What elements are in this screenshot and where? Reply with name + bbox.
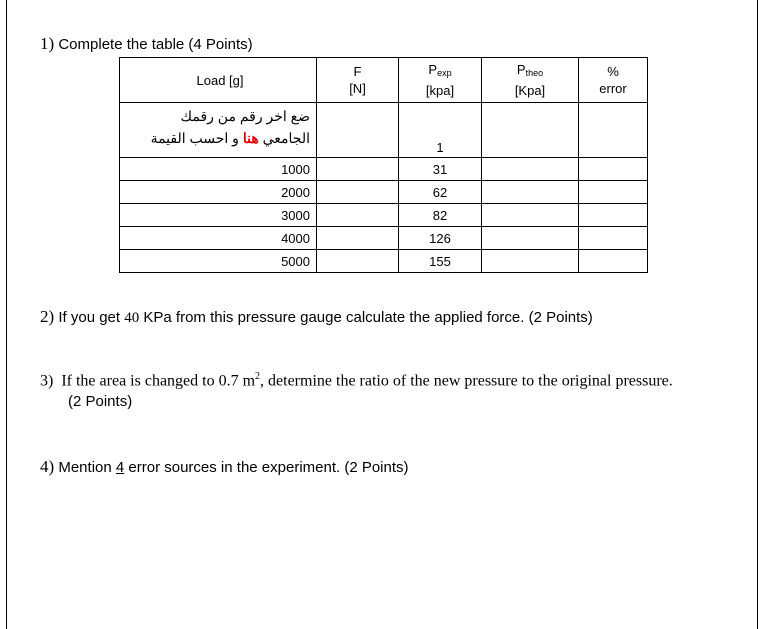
- error-cell[interactable]: [579, 204, 648, 227]
- ptheo-cell[interactable]: [482, 250, 579, 273]
- data-table: [119, 57, 648, 273]
- arabic-instruction-cell: [120, 103, 317, 158]
- pexp-cell: 126: [399, 227, 482, 250]
- header-pexp: [399, 58, 482, 103]
- ptheo-symbol: P: [516, 62, 526, 77]
- force-cell[interactable]: [317, 204, 399, 227]
- table-header-row: [120, 58, 648, 103]
- pexp-unit: [kpa]: [425, 83, 455, 98]
- table-row: [120, 103, 648, 158]
- pexp-cell: 31: [399, 158, 482, 181]
- arabic-line-2: الجامعي هنا و احسب القيمة: [150, 130, 310, 146]
- table-row: [120, 181, 648, 204]
- underlined-count: 4: [115, 459, 125, 476]
- question-number: 2): [40, 307, 55, 326]
- load-cell: 2000: [120, 181, 317, 204]
- arabic-line-1: ضع اخر رقم من رقمك: [180, 108, 310, 124]
- ptheo-cell[interactable]: [482, 181, 579, 204]
- error-label: error: [599, 81, 627, 96]
- table-row: [120, 204, 648, 227]
- table-row: [120, 227, 648, 250]
- pexp-cell: 82: [399, 204, 482, 227]
- ptheo-cell[interactable]: [482, 227, 579, 250]
- pressure-value: 40: [124, 310, 140, 326]
- error-cell[interactable]: [579, 103, 648, 158]
- ptheo-cell[interactable]: [482, 103, 579, 158]
- header-error: [579, 58, 648, 103]
- question-2: 2) If you get 40 KPa from this pressure gauge calculate the applied force. (2 Points): [40, 307, 593, 326]
- load-cell: 3000: [120, 204, 317, 227]
- question-number: 1): [40, 34, 55, 53]
- force-unit: [N]: [349, 81, 366, 96]
- error-cell[interactable]: [579, 250, 648, 273]
- error-cell[interactable]: [579, 158, 648, 181]
- arabic-highlight: هنا: [242, 130, 259, 146]
- ptheo-subscript: theo: [525, 68, 544, 78]
- force-symbol: F: [353, 64, 362, 79]
- question-4: 4) Mention 4 error sources in the experiment. (2 Points): [40, 457, 409, 476]
- question-number: 3): [40, 372, 54, 390]
- question-3: 3) If the area is changed to 0.7 $m^2$, determine the ratio of the new pressure to the original pressure. (2 Points): [40, 371, 673, 411]
- error-cell[interactable]: [579, 181, 648, 204]
- pexp-symbol: P: [428, 62, 438, 77]
- question-number: 4): [40, 457, 55, 476]
- question-text: Complete the table (4 Points): [58, 36, 253, 53]
- force-cell[interactable]: [317, 250, 399, 273]
- table-row: [120, 158, 648, 181]
- question-1: [40, 34, 253, 54]
- question-points: (2 Points): [68, 393, 133, 411]
- question-points: (2 Points): [344, 459, 409, 476]
- pexp-subscript: exp: [437, 68, 452, 78]
- load-cell: 1000: [120, 158, 317, 181]
- error-cell[interactable]: [579, 227, 648, 250]
- header-force: [317, 58, 399, 103]
- force-cell[interactable]: [317, 181, 399, 204]
- ptheo-unit: [Kpa]: [514, 83, 546, 98]
- question-points: (2 Points): [528, 309, 593, 326]
- pexp-cell: 155: [399, 250, 482, 273]
- pexp-cell: 62: [399, 181, 482, 204]
- load-cell: 4000: [120, 227, 317, 250]
- pexp-cell: 1: [399, 103, 482, 158]
- ptheo-cell[interactable]: [482, 158, 579, 181]
- force-cell[interactable]: [317, 158, 399, 181]
- force-cell[interactable]: [317, 227, 399, 250]
- ptheo-cell[interactable]: [482, 204, 579, 227]
- table-row: [120, 250, 648, 273]
- header-ptheo: [482, 58, 579, 103]
- superscript: 2: [255, 371, 261, 382]
- header-load: Load [g]: [120, 58, 317, 103]
- load-cell: 5000: [120, 250, 317, 273]
- error-symbol: %: [607, 64, 619, 79]
- force-cell[interactable]: [317, 103, 399, 158]
